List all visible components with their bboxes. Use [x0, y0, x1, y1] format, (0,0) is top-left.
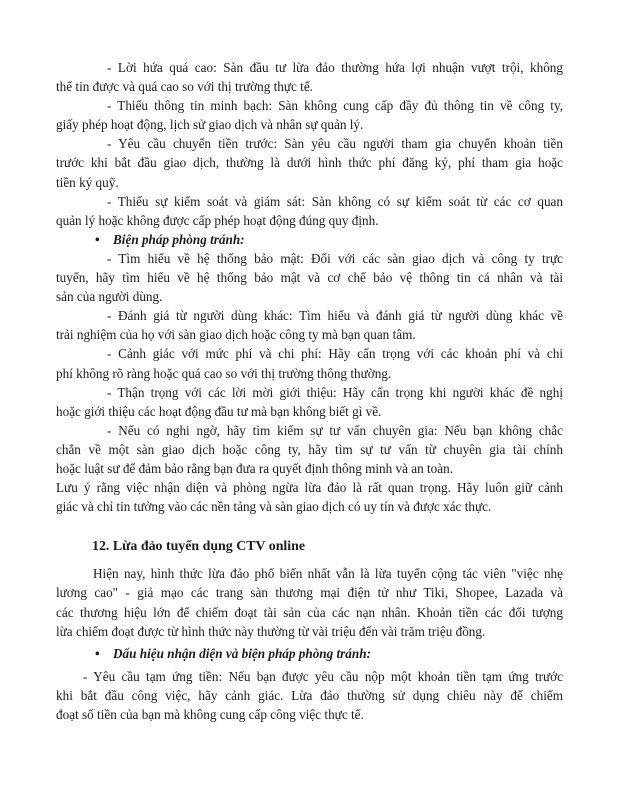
text-line: hoặc luật sư để đảm bảo rằng bạn đưa ra quyết định thông minh và an toàn.	[56, 460, 453, 476]
text-line: Hiện nay, hình thức lừa đảo phổ biến nhất vẫn là lừa tuyển cộng tác viên "việc nhẹ	[93, 566, 563, 582]
text-line: trải nghiệm của họ với sàn giao dịch hoặc công ty mà bạn quan tâm.	[56, 327, 416, 343]
document-body	[56, 58, 563, 724]
paragraph	[56, 478, 563, 516]
text-line: chắn về một sàn giao dịch hoặc công ty, hãy tìm sự tư vấn từ chuyên gia tài chính	[56, 441, 563, 457]
text-line: tuyến, hãy tìm hiểu về hệ thống bảo mật và cơ chế bảo vệ thông tin cá nhân và tài	[56, 270, 563, 286]
text-line: tiền ký quỹ.	[56, 174, 119, 190]
text-line: - Nếu có nghi ngờ, hãy tìm kiếm sự tư vấn chuyên gia: Nếu bạn không chắc	[107, 422, 563, 438]
paragraph	[56, 249, 563, 306]
text-line: trước khi bắt đầu giao dịch, thường là dưới hình thức phí đăng ký, phí tham gia hoặc	[56, 155, 563, 171]
text-line: - Thận trọng với các lời mời giới thiệu: Hãy cẩn trọng khi người khác đề nghị	[107, 384, 563, 400]
paragraph	[56, 96, 563, 134]
text-line: - Cảnh giác với mức phí và chi phí: Hãy cẩn trọng với các khoản phí và chi	[107, 346, 563, 362]
text-line: thể tin được và quá cao so với thị trường thực tế.	[56, 79, 313, 95]
bullet-label: Dấu hiệu nhận diện và biện pháp phòng tránh:	[113, 645, 371, 661]
paragraph	[56, 192, 563, 230]
text-line: đoạt số tiền của bạn mà không cung cấp công việc thực tế.	[56, 707, 364, 722]
bullet-icon: •	[95, 231, 100, 247]
paragraph	[56, 667, 563, 724]
text-line: các thương hiệu lớn để chiếm đoạt tài sản của các nạn nhân. Khoản tiền các đối tượng	[56, 604, 563, 620]
text-line: - Tìm hiểu về hệ thống bảo mật: Đối với các sàn giao dịch và công ty trực	[107, 250, 563, 266]
bullet-label: Biện pháp phòng tránh:	[113, 231, 245, 247]
bullet-item	[56, 644, 563, 663]
text-line: - Đánh giá từ người dùng khác: Tìm hiểu và đánh giá từ người dùng khác về	[107, 308, 563, 324]
text-line: giấy phép hoạt động, lịch sử giao dịch và nhân sự quản lý.	[56, 117, 364, 133]
paragraph	[56, 134, 563, 191]
bullet-icon: •	[95, 645, 100, 661]
text-line: - Yêu cầu tạm ứng tiền: Nếu bạn được yêu cầu nộp một khoản tiền tạm ứng trước	[83, 668, 563, 684]
paragraph	[56, 564, 563, 640]
text-line: lừa chiếm đoạt được từ hình thức này thường từ vài triệu đến vài trăm triệu đồng.	[56, 623, 486, 639]
text-line: quản lý hoặc không được cấp phép hoạt động đúng quy định.	[56, 212, 379, 228]
text-line: sản của người dùng.	[56, 289, 163, 305]
text-line: - Yêu cầu chuyển tiền trước: Sàn yêu cầu người tham gia chuyển khoản tiền	[107, 136, 563, 152]
text-line: - Lời hứa quá cao: Sàn đầu tư lừa đảo thường hứa lợi nhuận vượt trội, không	[107, 60, 563, 75]
paragraph	[56, 306, 563, 344]
section-heading: 12. Lừa đảo tuyển dụng CTV online	[92, 539, 306, 555]
paragraph	[56, 421, 563, 478]
text-line: Lưu ý rằng việc nhận diện và phòng ngừa lừa đảo là rất quan trọng. Hãy luôn giữ cảnh	[56, 480, 563, 496]
text-line: - Thiếu thông tin minh bạch: Sàn không cung cấp đầy đủ thông tin về công ty,	[107, 98, 563, 114]
text-line: lương cao" - giả mạo các trang sàn thương mại điện tử như Tiki, Shopee, Lazada và	[56, 585, 563, 601]
text-line: khi bắt đầu công việc, hãy cảnh giác. Lừa đảo thường sử dụng chiêu này để chiếm	[56, 687, 563, 703]
text-line: giác và chỉ tin tưởng vào các nền tảng và sàn giao dịch có uy tín và được xác thực.	[56, 499, 492, 515]
text-line: phí không rõ ràng hoặc quá cao so với thị trường thông thường.	[56, 365, 392, 381]
paragraph	[56, 58, 563, 96]
bullet-item	[56, 230, 563, 249]
paragraph	[56, 383, 563, 421]
text-line: - Thiếu sự kiểm soát và giám sát: Sàn không có sự kiểm soát từ các cơ quan	[107, 193, 563, 209]
paragraph	[56, 344, 563, 382]
text-line: hoặc giới thiệu các hoạt động đầu tư mà bạn không biết gì về.	[56, 403, 382, 419]
